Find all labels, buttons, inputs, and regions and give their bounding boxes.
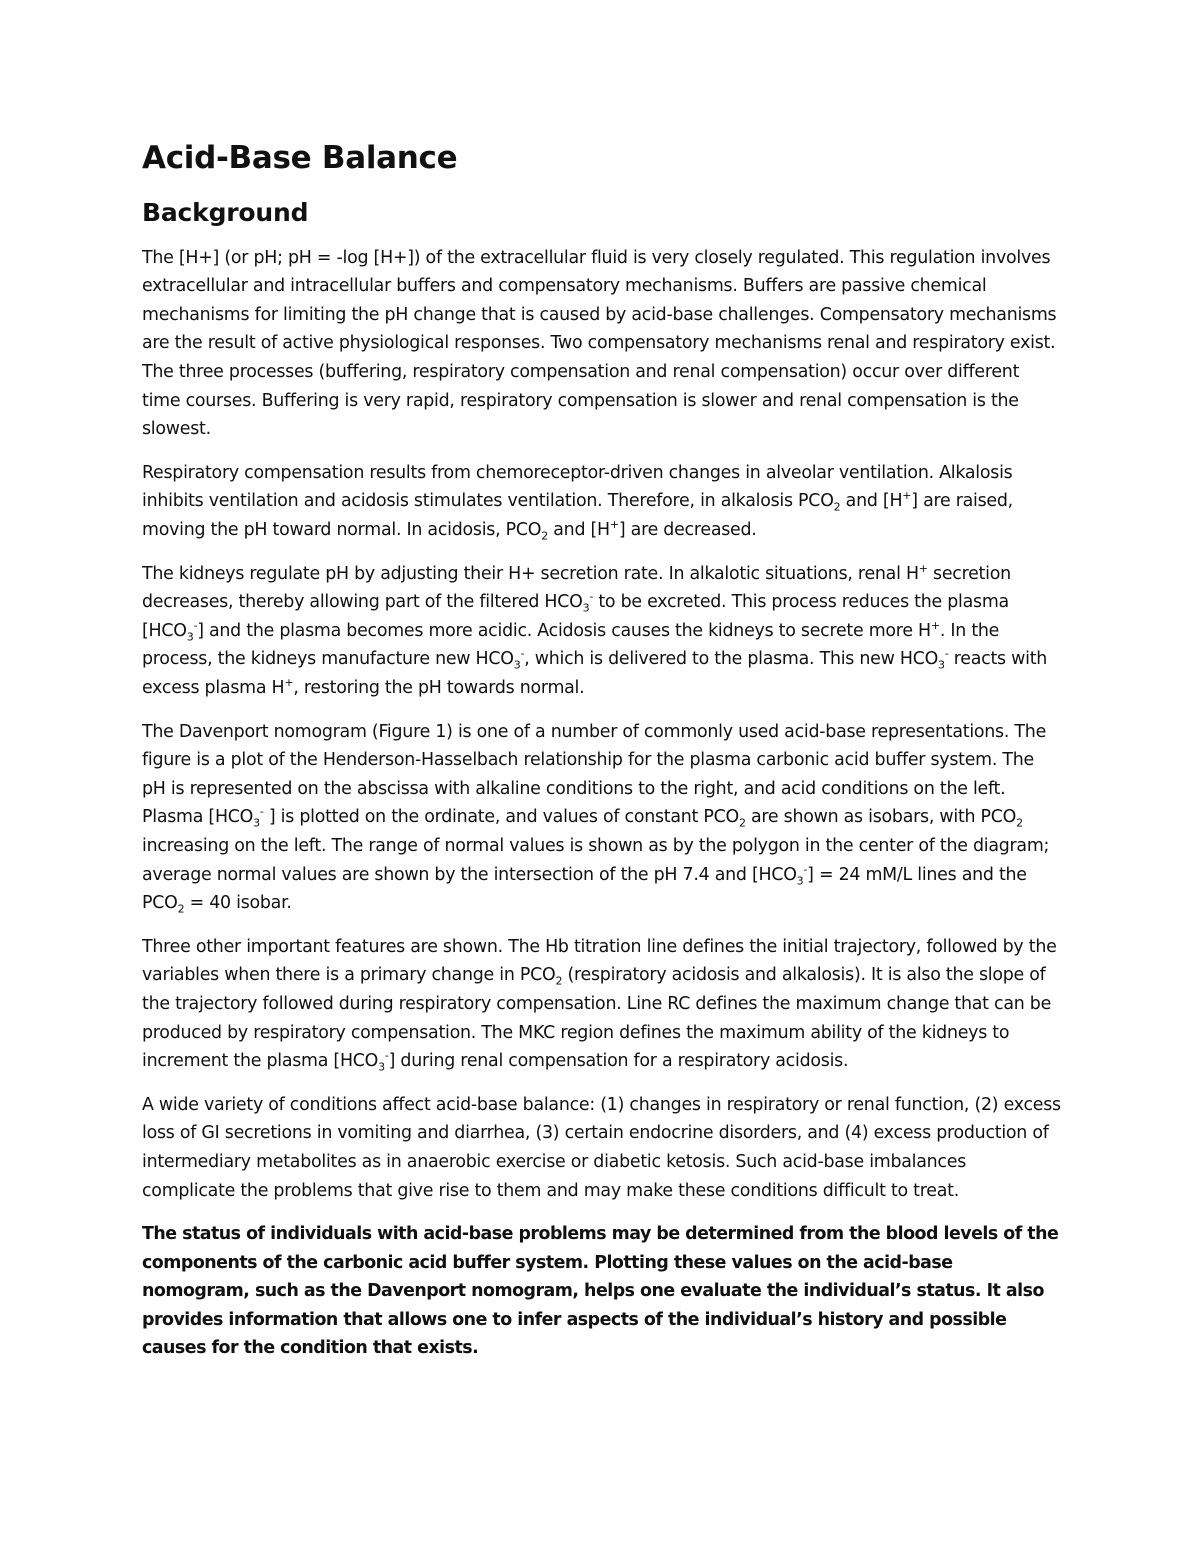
- superscript-text: -: [259, 805, 264, 819]
- subscript-text: 2: [738, 816, 746, 830]
- paragraph-text: reacts with excess plasma H: [142, 649, 1048, 698]
- body-paragraph: [142, 1091, 1062, 1205]
- paragraph-text: to be excreted. This process reduces the plasma [HCO: [142, 592, 1009, 641]
- paragraph-text: . In the process, the kidneys manufacture new HCO: [142, 620, 1000, 670]
- paragraph-text: are shown as isobars, with PCO: [745, 807, 1017, 828]
- paragraph-text: ] during renal compensation for a respiratory acidosis.: [388, 1051, 849, 1072]
- subscript-text: 3: [378, 1060, 385, 1074]
- body-paragraph: [142, 718, 1062, 918]
- body-paragraph: [142, 459, 1062, 545]
- paragraph-text: ] and the plasma becomes more acidic. Acidosis causes the kidneys to secrete more H: [197, 620, 931, 641]
- subscript-text: 3: [582, 601, 590, 615]
- paragraph-text: Respiratory compensation results from chemoreceptor-driven changes in alveolar ventilation. Alkalosis inhibits ventilation and acidosis stimulates ventilation. Therefore, in alkalosis PCO: [142, 462, 1013, 512]
- document-title: Acid-Base Balance: [142, 140, 458, 176]
- superscript-text: -: [803, 862, 808, 876]
- paragraph-text: A wide variety of conditions affect acid-base balance: (1) changes in respiratory or renal function, (2) excess loss of GI secretions in vomiting and diarrhea, (3) certain endocrine disorders, and (4) excess production of intermediary metabolites as in anaerobic exercise or diabetic ketosis. Such acid-base imbalances complicate the problems that give rise to them and may make these conditions difficult to treat.: [142, 1094, 1061, 1201]
- paragraph-text: (respiratory acidosis and alkalosis). It is also the slope of the trajectory followed during respiratory compensation. Line RC defines the maximum change that can be produced by respiratory compensation. The MKC region defines the maximum ability of the kidneys to increment the plasma [HCO: [142, 965, 1052, 1072]
- subscript-text: 3: [253, 816, 260, 830]
- subscript-text: 3: [186, 630, 194, 644]
- paragraph-text: increasing on the left. The range of normal values is shown as by the polygon in the center of the diagram; average normal values are shown by the intersection of the pH 7.4 and [HCO: [142, 835, 1050, 885]
- superscript-text: -: [193, 619, 198, 633]
- subscript-text: 2: [541, 529, 548, 543]
- superscript-text: +: [609, 518, 619, 532]
- paragraph-text: ] are decreased.: [618, 520, 757, 541]
- subscript-text: 2: [833, 500, 841, 514]
- subscript-text: 2: [1016, 816, 1023, 830]
- superscript-text: -: [520, 647, 525, 661]
- superscript-text: -: [589, 590, 594, 604]
- paragraph-text: The Davenport nomogram (Figure 1) is one of a number of commonly used acid-base representations. The figure is a plot of the Henderson-Hasselbach relationship for the plasma carbonic acid buffer system. The pH is represented on the abscissa with alkaline conditions to the right, and acid conditions on the left. Plasma [HCO: [142, 721, 1047, 828]
- paragraph-text: = 40 isobar.: [184, 893, 292, 914]
- superscript-text: -: [384, 1049, 389, 1063]
- body-paragraph: [142, 244, 1062, 444]
- paragraph-text: , restoring the pH towards normal.: [293, 678, 585, 698]
- body-paragraph: [142, 933, 1062, 1076]
- paragraph-text: ] = 24 mM/L lines and the PCO: [142, 864, 1027, 914]
- subscript-text: 3: [513, 658, 521, 672]
- document-page: [142, 140, 1062, 1378]
- paragraph-text: , which is delivered to the plasma. This new HCO: [524, 649, 939, 670]
- body-paragraph: [142, 560, 1062, 703]
- paragraph-text: and [H: [547, 520, 610, 541]
- subscript-text: 3: [796, 874, 804, 888]
- superscript-text: +: [918, 561, 928, 575]
- paragraph-text: ] is plotted on the ordinate, and values of constant PCO: [263, 807, 739, 828]
- superscript-text: +: [930, 619, 940, 633]
- section-heading: Background: [142, 198, 309, 228]
- paragraph-text: and [H: [840, 491, 903, 512]
- bold-summary-paragraph: The status of individuals with acid-base problems may be determined from the blood levels of the components of the carbonic acid buffer system. Plotting these values on the acid-base nomogram, such as the Davenport nomogram, helps one evaluate the individual’s status. It also provides information that allows one to infer aspects of the individual’s history and possible causes for the condition that exists.: [142, 1224, 1059, 1359]
- subscript-text: 2: [177, 902, 185, 916]
- superscript-text: +: [284, 676, 294, 690]
- paragraph-text: Three other important features are shown. The Hb titration line defines the initial trajectory, followed by the variables when there is a primary change in PCO: [142, 936, 1057, 986]
- superscript-text: +: [902, 489, 912, 503]
- body-paragraphs: [142, 244, 1062, 1205]
- superscript-text: -: [944, 647, 949, 661]
- paragraph-text: The kidneys regulate pH by adjusting their H+ secretion rate. In alkalotic situations, renal H: [142, 563, 919, 584]
- paragraph-text: ] are raised, moving the pH toward normal. In acidosis, PCO: [142, 491, 1013, 541]
- subscript-text: 3: [938, 658, 945, 672]
- subscript-text: 2: [555, 974, 563, 988]
- paragraph-text: The [H+] (or pH; pH = -log [H+]) of the extracellular fluid is very closely regulated. This regulation involves extracellular and intracellular buffers and compensatory mechanisms. Buffers are passive chemical mechanisms for limiting the pH change that is caused by acid-base challenges. Compensatory mechanisms are the result of active physiological responses. Two compensatory mechanisms renal and respiratory exist. The three processes (buffering, respiratory compensation and renal compensation) occur over different time courses. Buffering is very rapid, respiratory compensation is slower and renal compensation is the slowest.: [142, 247, 1057, 440]
- paragraph-text: secretion decreases, thereby allowing part of the filtered HCO: [142, 563, 1011, 613]
